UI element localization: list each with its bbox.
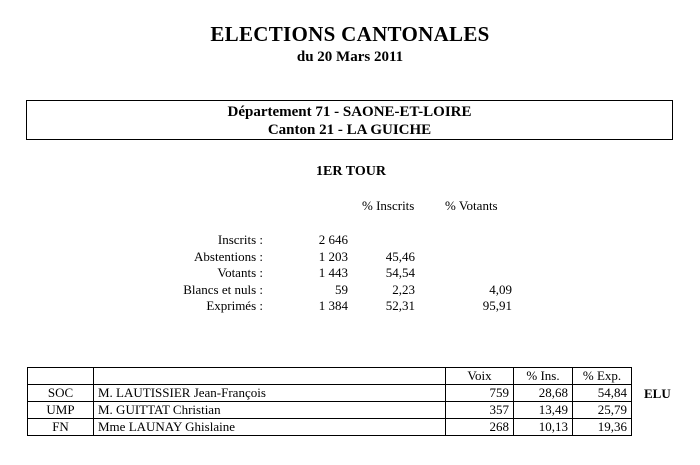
voix-cell: 759 [446, 385, 514, 402]
page-title: ELECTIONS CANTONALES [210, 22, 490, 46]
stats-row-inscrits [0, 232, 700, 249]
party-cell: UMP [28, 402, 94, 419]
candidate-name: M. LAUTISSIER Jean-François [94, 385, 446, 402]
results-table [27, 367, 632, 436]
pct-ins-cell: 13,49 [514, 402, 573, 419]
header-pct-exp: % Exp. [573, 368, 632, 385]
header-voix: Voix [446, 368, 514, 385]
stats-pct-inscrits: 54,54 [385, 265, 415, 280]
round-label [0, 164, 700, 180]
results-header-row [28, 368, 632, 385]
stats-row-exprimes [0, 298, 700, 315]
header-pct-ins: % Ins. [514, 368, 573, 385]
candidate-name: M. GUITTAT Christian [94, 402, 446, 419]
department-name: Département 71 - SAONE-ET-LOIRE [227, 104, 472, 120]
table-row [28, 402, 632, 419]
department-box [26, 100, 673, 140]
stats-label: Exprimés : [206, 298, 263, 313]
stats-pct-votants: 4,09 [489, 282, 512, 297]
election-date: du 20 Mars 2011 [296, 49, 404, 65]
pct-ins-cell: 10,13 [514, 419, 573, 436]
table-row [28, 419, 632, 436]
stats-row-votants [0, 265, 700, 282]
canton-name: Canton 21 - LA GUICHE [267, 122, 432, 138]
stats-pct-inscrits: 2,23 [392, 282, 415, 297]
stats-count: 1 203 [318, 249, 348, 264]
stats-label: Blancs et nuls : [183, 282, 263, 297]
stats-pct-votants: 95,91 [482, 298, 512, 313]
stats-count: 2 646 [318, 232, 348, 247]
voix-cell: 268 [446, 419, 514, 436]
stats-row-abstentions [0, 249, 700, 266]
col-header-pct-inscrits: % Inscrits [362, 198, 415, 213]
round-text: 1ER TOUR [316, 164, 386, 179]
stats-label: Votants : [217, 265, 263, 280]
header-party-cell [28, 368, 94, 385]
voix-cell: 357 [446, 402, 514, 419]
stats-count: 1 384 [318, 298, 348, 313]
stats-pct-inscrits: 52,31 [385, 298, 415, 313]
stats-count: 59 [335, 282, 348, 297]
stats-row-blancs-nuls [0, 282, 700, 299]
stats-pct-inscrits: 45,46 [385, 249, 415, 264]
party-cell: FN [28, 419, 94, 436]
elected-badge: ELU [644, 386, 671, 401]
pct-ins-cell: 28,68 [514, 385, 573, 402]
col-header-pct-votants: % Votants [445, 198, 498, 213]
candidate-name: Mme LAUNAY Ghislaine [94, 419, 446, 436]
stats-label: Abstentions : [194, 249, 263, 264]
header-name-cell [94, 368, 446, 385]
pct-exp-cell: 54,84 [573, 385, 632, 402]
stats-label: Inscrits : [217, 232, 263, 247]
party-cell: SOC [28, 385, 94, 402]
table-row [28, 385, 632, 402]
pct-exp-cell: 19,36 [573, 419, 632, 436]
stats-count: 1 443 [318, 265, 348, 280]
pct-exp-cell: 25,79 [573, 402, 632, 419]
